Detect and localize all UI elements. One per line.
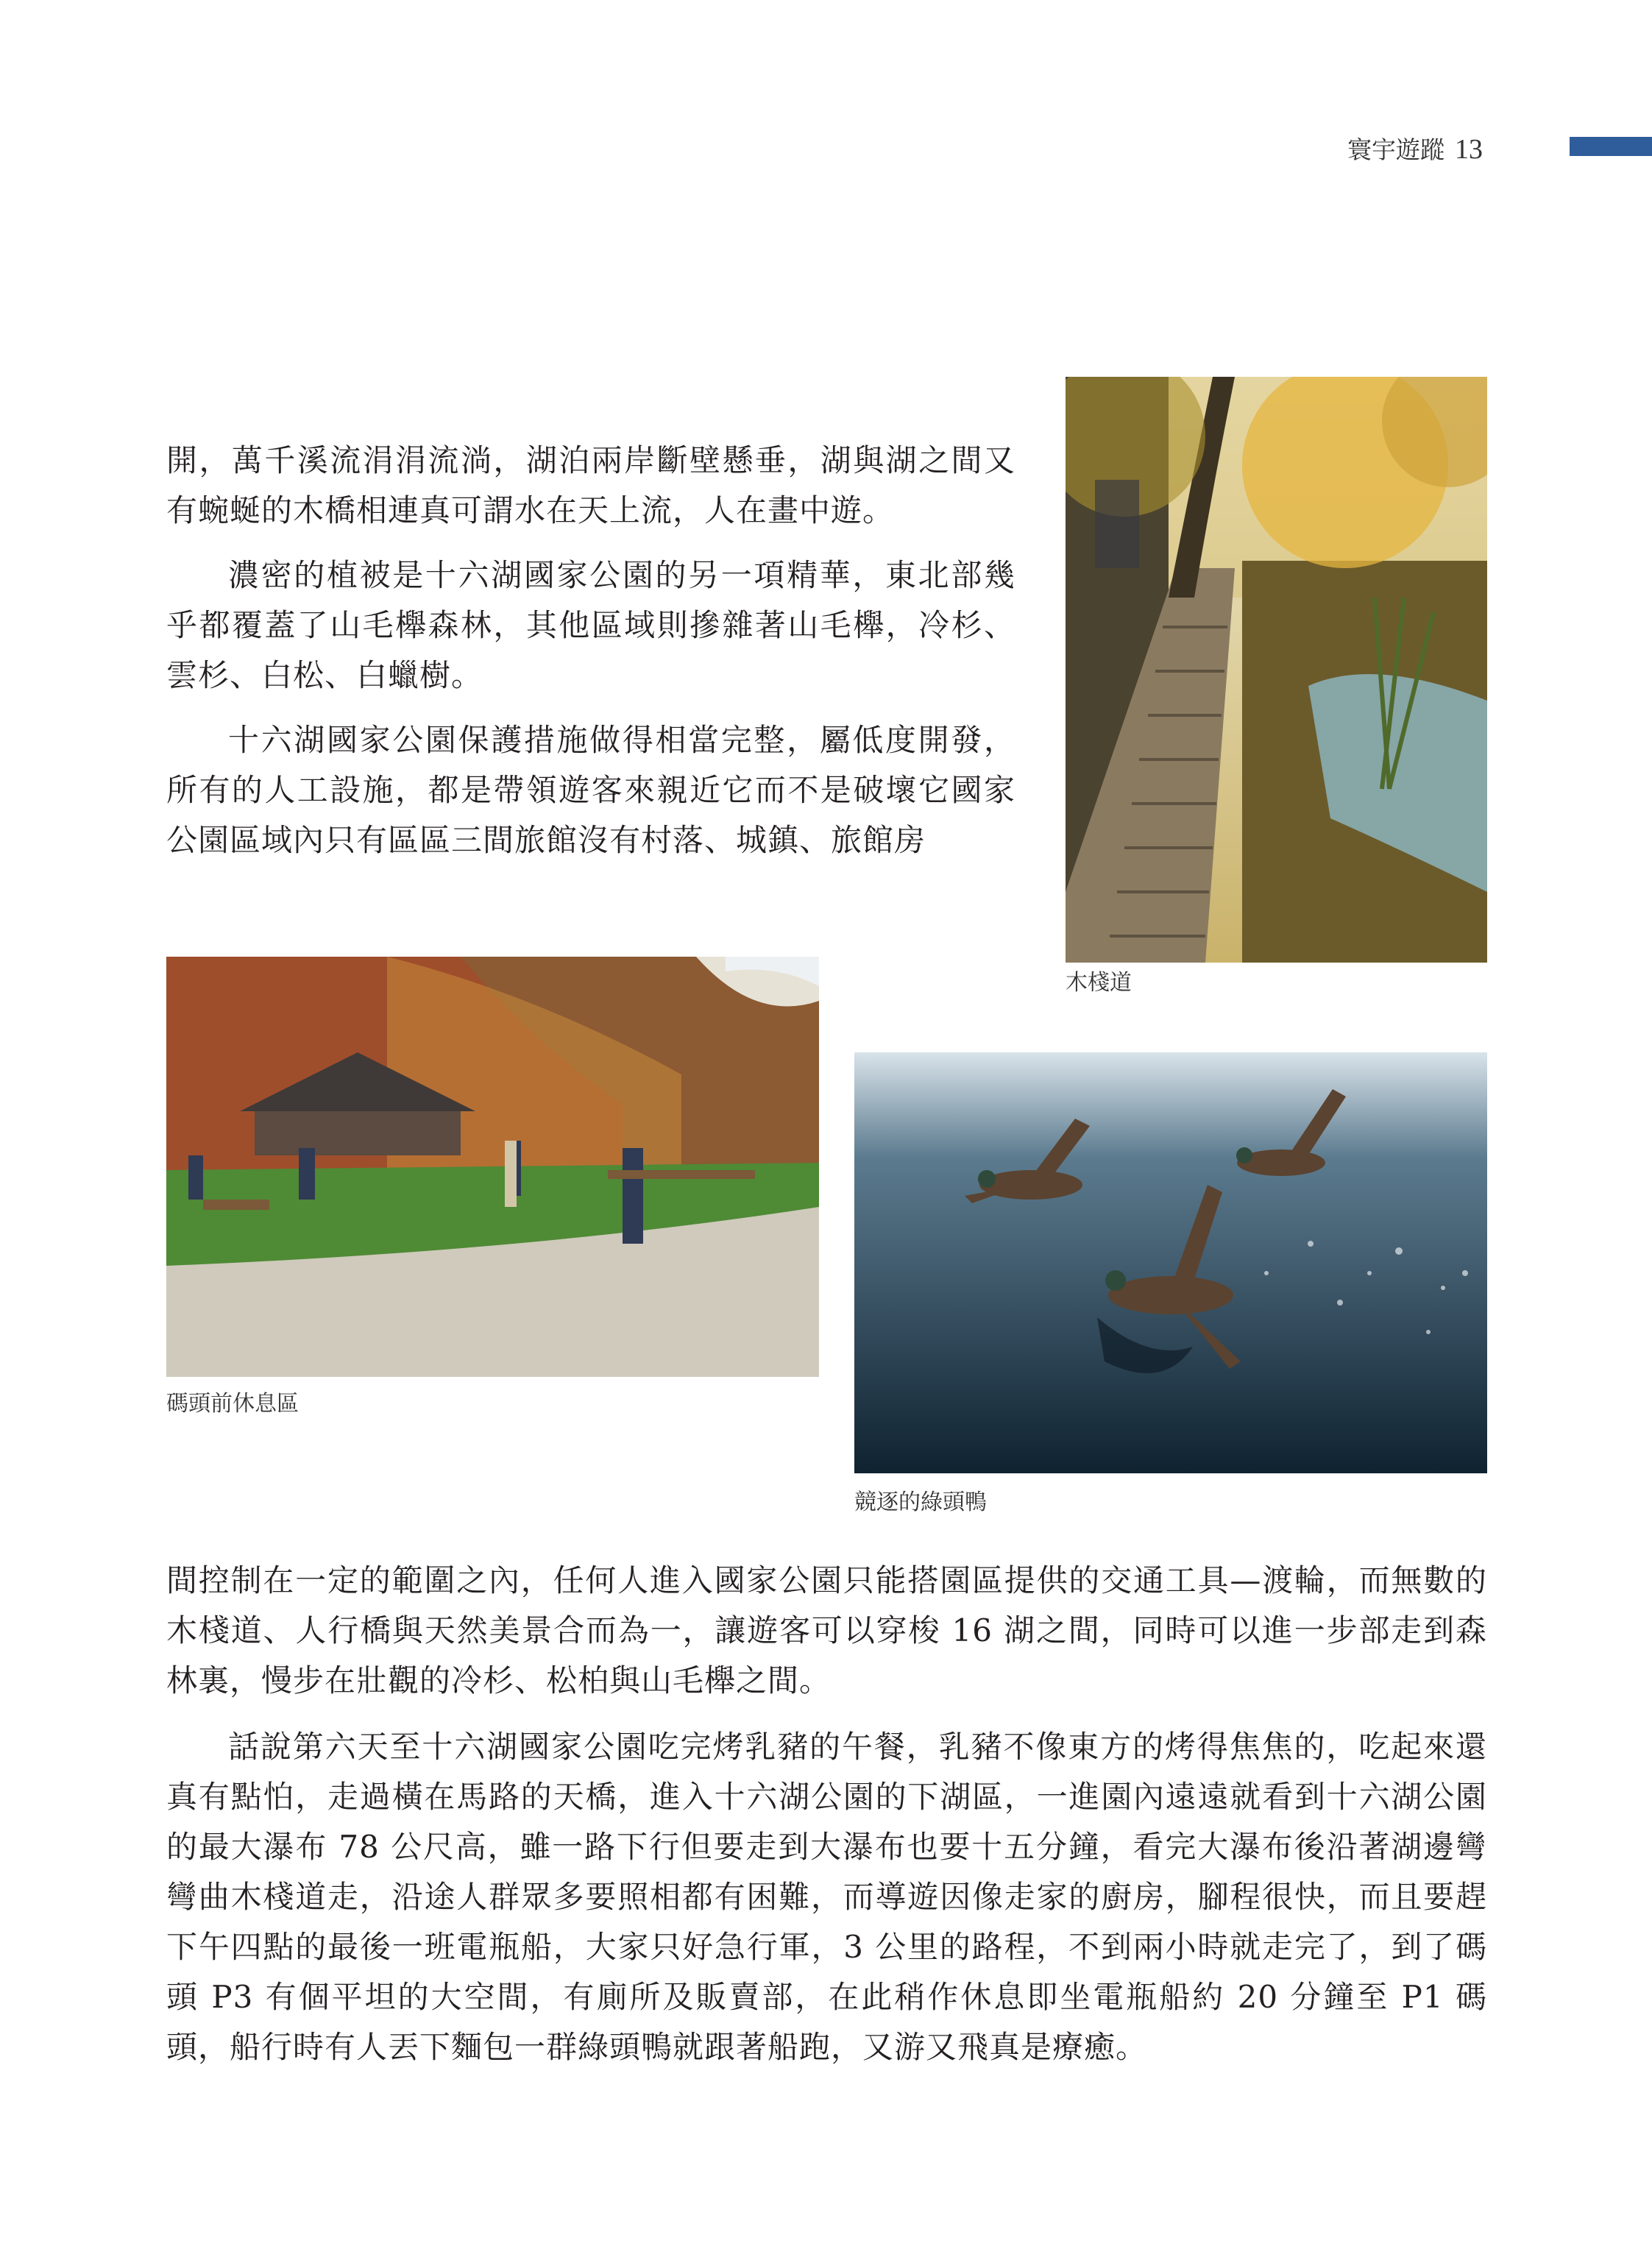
paragraph-4: 間控制在一定的範圍之內，任何人進入國家公園只能搭園區提供的交通工具—渡輪，而無數的木棧道、人行橋與天然美景合而為一，讓遊客可以穿梭 16 湖之間，同時可以進一步部走到森林裏，慢步在壯觀的冷杉、松柏與山毛櫸之間。 [166,1562,1487,1698]
paragraph-5: 話說第六天至十六湖國家公園吃完烤乳豬的午餐，乳豬不像東方的烤得焦焦的，吃起來還真有點怕，走過橫在馬路的天橋，進入十六湖公園的下湖區，一進園內遠遠就看到十六湖公園的最大瀑布 78 公尺高，雖一路下行但要走到大瀑布也要十五分鐘，看完大瀑布後沿著湖邊彎彎曲木棧道走，沿途人群眾多要照相都有困難，而導遊因像走家的廚房，腳程很快，而且要趕下午四點的最後一班電瓶船，大家只好急行軍，3 公里的路程，不到兩小時就走完了，到了碼頭 P3 有個平坦的大空間，有廁所及販賣部，在此稍作休息即坐電瓶船約 20 分鐘至 P1 碼頭，船行時有人丟下麵包一群綠頭鴨就跟著船跑，又游又飛真是療癒。 [166,1729,1487,2065]
ducks-caption: 競逐的綠頭鴨 [854,1489,987,1515]
rest-area-caption: 碼頭前休息區 [166,1391,299,1417]
page-number: 13 [1455,134,1483,165]
running-header [1347,131,1483,166]
header-accent-bar [1570,137,1652,156]
paragraph-3: 十六湖國家公園保護措施做得相當完整，屬低度開發，所有的人工設施，都是帶領遊客來親近它而不是破壞它國家公園區域內只有區區三間旅館沒有村落、城鎮、旅館房 [166,722,1015,858]
rest-area-photo [166,957,819,1377]
paragraph-2: 濃密的植被是十六湖國家公園的另一項精華，東北部幾乎都覆蓋了山毛櫸森林，其他區域則摻雜著山毛櫸，冷杉、雲杉、白松、白蠟樹。 [166,557,1015,693]
section-title: 寰宇遊蹤 [1347,135,1444,164]
boardwalk-photo [1066,377,1487,963]
paragraph-1: 開，萬千溪流涓涓流淌，湖泊兩岸斷壁懸垂，湖與湖之間又有蜿蜒的木橋相連真可謂水在天上流，人在畫中遊。 [166,442,1015,528]
boardwalk-caption: 木棧道 [1066,970,1132,996]
ducks-photo [854,1052,1487,1473]
